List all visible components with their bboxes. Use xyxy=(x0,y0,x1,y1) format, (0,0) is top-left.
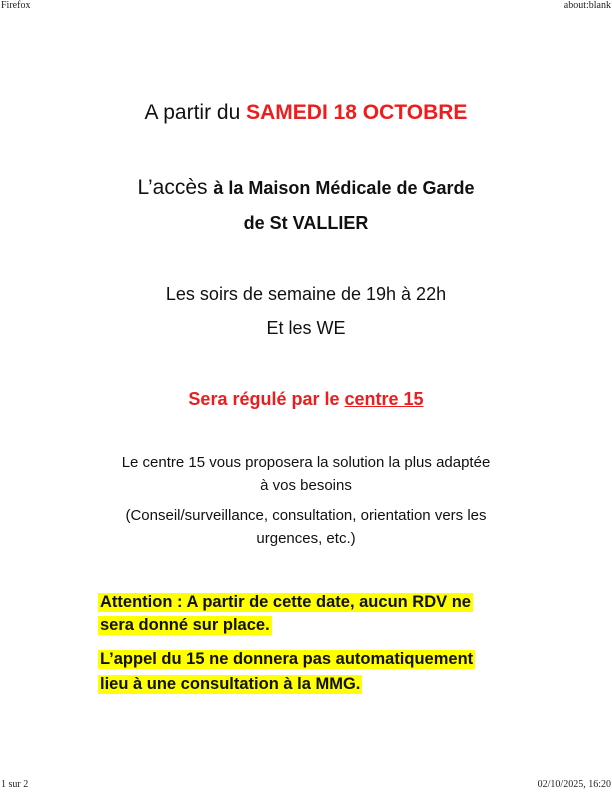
access-prefix: L’accès xyxy=(137,176,214,199)
page-number: 1 sur 2 xyxy=(1,779,29,790)
title-prefix: A partir du xyxy=(144,101,247,124)
title-date: SAMEDI 18 OCTOBRE xyxy=(246,101,468,124)
info-line-4: urgences, etc.) xyxy=(256,530,356,547)
highlighted-text: sera donné sur place. xyxy=(100,616,270,634)
highlighted-text: lieu à une consultation à la MMG. xyxy=(100,675,361,693)
weekend-note: Et les WE xyxy=(266,318,346,338)
warning-2-line-1 xyxy=(98,648,475,671)
browser-name: Firefox xyxy=(1,0,31,11)
warning-2-line-2 xyxy=(98,673,362,696)
highlighted-text: L’appel du 15 ne donnera pas automatiquement xyxy=(100,650,474,668)
print-datetime: 02/10/2025, 16:20 xyxy=(537,779,611,790)
warning-1-line-1 xyxy=(98,591,473,614)
access-location: de St VALLIER xyxy=(243,213,369,233)
info-line-3: (Conseil/surveillance, consultation, orientation vers les xyxy=(125,507,487,524)
opening-hours: Les soirs de semaine de 19h à 22h xyxy=(165,284,447,304)
regulation-centre: centre 15 xyxy=(344,389,424,409)
warning-1-line-2 xyxy=(98,614,272,637)
info-line-2: à vos besoins xyxy=(260,477,352,494)
announcement-title xyxy=(0,101,612,125)
regulation-prefix: Sera régulé par le xyxy=(188,389,345,409)
print-footer xyxy=(0,779,612,793)
regulation-notice xyxy=(0,389,612,410)
page-url: about:blank xyxy=(563,0,611,11)
access-heading xyxy=(0,176,612,200)
access-place: à la Maison Médicale de Garde xyxy=(213,178,475,198)
highlighted-text: Attention : A partir de cette date, aucun RDV ne xyxy=(100,593,471,611)
info-line-1: Le centre 15 vous proposera la solution la plus adaptée xyxy=(121,454,491,471)
